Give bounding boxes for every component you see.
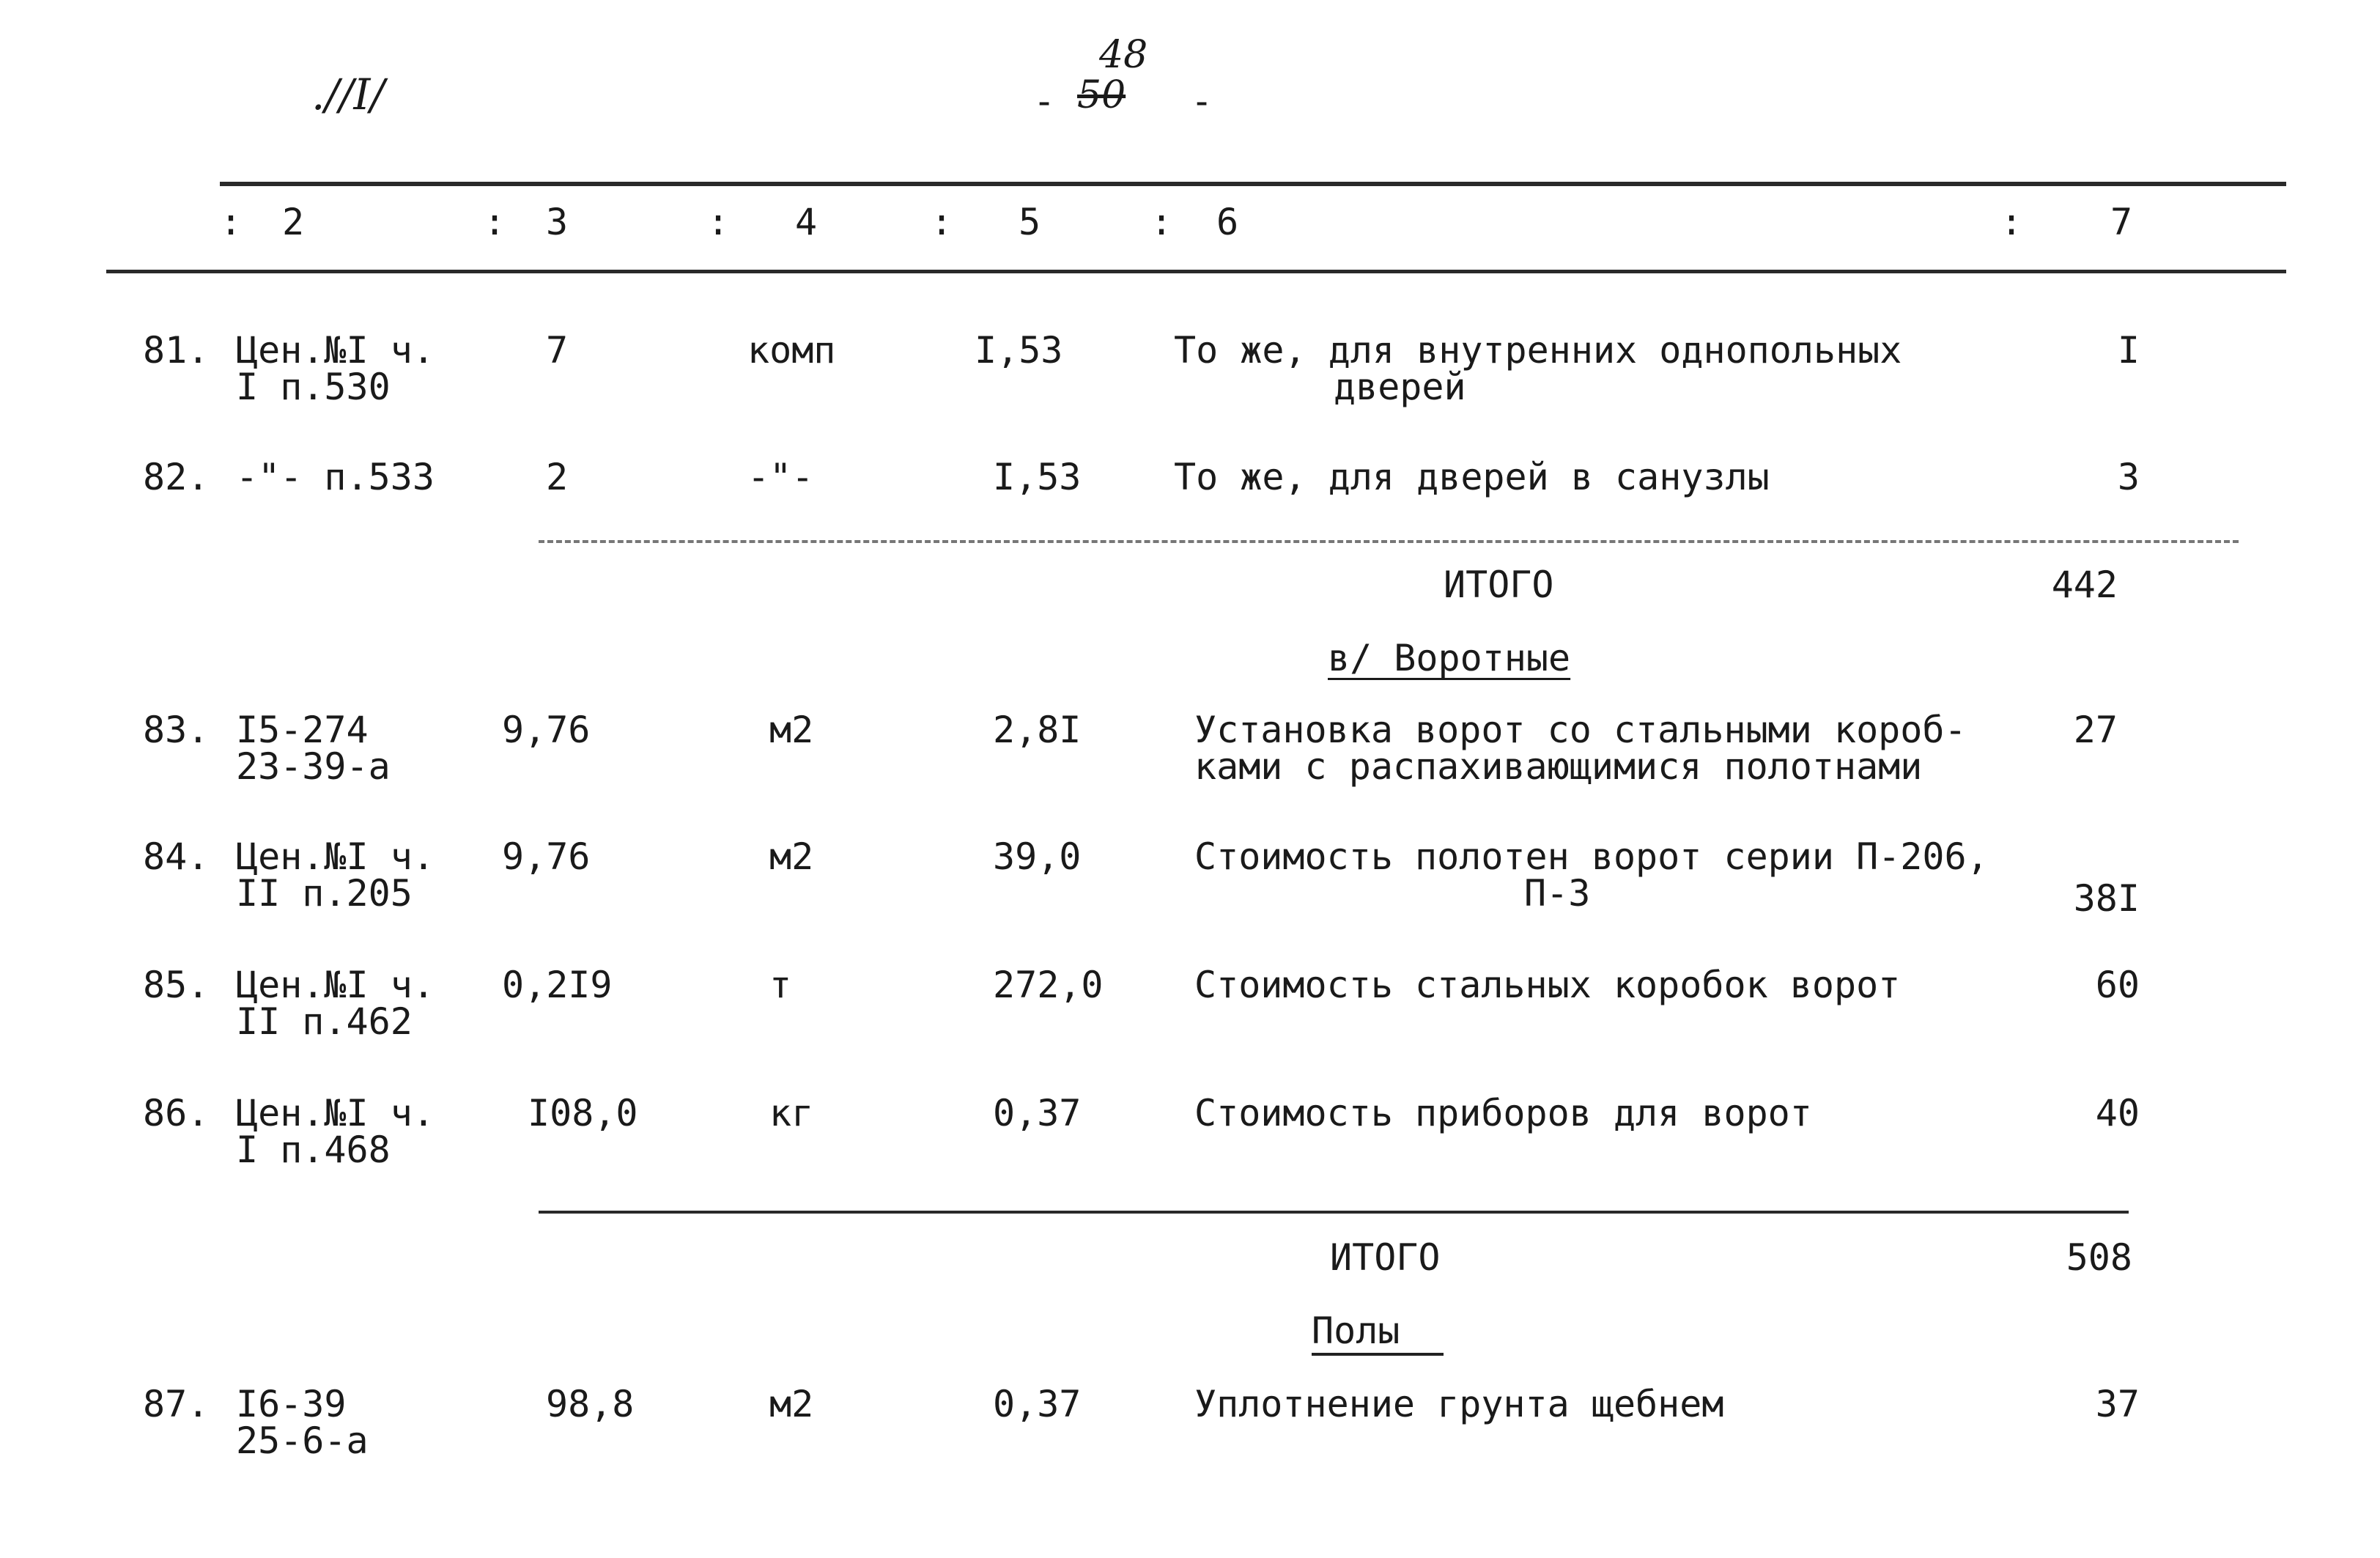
row-quantity: 7 <box>546 329 569 372</box>
header-col-2: 2 <box>282 201 305 243</box>
row-description: Стоимость полотен ворот серии П-206, <box>1194 835 1989 878</box>
row-unit-price: 39,0 <box>993 835 1082 878</box>
header-rule-top <box>220 182 2286 186</box>
row-unit: м2 <box>769 835 814 878</box>
row-quantity: I08,0 <box>528 1092 638 1134</box>
subtotal-label: ИТОГО <box>1444 564 1554 606</box>
row-reference: Цен.№I ч. <box>236 964 435 1006</box>
header-col-5: 5 <box>1019 201 1041 243</box>
subtotal-value: 442 <box>2051 564 2118 606</box>
row-unit: м2 <box>769 1383 814 1425</box>
row-description: Стоимость приборов для ворот <box>1194 1092 1812 1134</box>
row-quantity: 9,76 <box>502 709 591 751</box>
subtotal-value: 508 <box>2066 1236 2132 1279</box>
row-number: 84. <box>143 835 210 878</box>
row-description-line2: дверей <box>1334 366 1466 408</box>
subtotal-label: ИТОГО <box>1330 1236 1441 1279</box>
row-description-line2: П-3 <box>1524 872 1591 915</box>
row-number: 85. <box>143 964 210 1006</box>
header-colon: : <box>707 201 730 243</box>
row-reference-line2: I п.530 <box>236 366 391 408</box>
row-quantity: 2 <box>546 456 569 498</box>
row-unit-price: I,53 <box>993 456 1082 498</box>
row-reference-line2: II п.462 <box>236 1000 413 1043</box>
header-colon: : <box>1150 201 1173 243</box>
row-description: Установка ворот со стальными короб- <box>1194 709 1967 751</box>
row-total: 27 <box>2073 709 2118 751</box>
row-unit-price: 272,0 <box>993 964 1104 1006</box>
row-quantity: 98,8 <box>546 1383 635 1425</box>
header-rule-bottom <box>106 270 2286 273</box>
row-reference: -"- п.533 <box>236 456 435 498</box>
header-colon: : <box>220 201 243 243</box>
row-total: 38I <box>2073 877 2140 920</box>
row-reference-line2: 23-39-а <box>236 745 391 788</box>
row-number: 86. <box>143 1092 210 1134</box>
row-description: То же, для дверей в санузлы <box>1174 456 1770 498</box>
row-total: 3 <box>2117 456 2140 498</box>
row-unit-price: 0,37 <box>993 1092 1082 1134</box>
page-number-dash-right: - <box>1191 80 1213 122</box>
row-reference: Цен.№I ч. <box>236 1092 435 1134</box>
row-description-line2: ками с распахивающимися полотнами <box>1194 745 1923 788</box>
row-unit: кг <box>769 1092 814 1134</box>
row-unit: т <box>769 964 792 1006</box>
page-number-handwritten: 48 <box>1099 33 1148 77</box>
header-colon: : <box>2000 201 2023 243</box>
row-description: Уплотнение грунта щебнем <box>1194 1383 1724 1425</box>
row-unit-price: I,53 <box>975 329 1063 372</box>
subtotal-divider <box>539 1211 2129 1214</box>
row-reference-line2: I п.468 <box>236 1129 391 1171</box>
subtotal-divider-dashed <box>539 540 2239 543</box>
archive-mark: .//I/ <box>311 70 385 119</box>
section-heading-floors <box>1312 1312 1444 1356</box>
row-description: То же, для внутренних однопольных <box>1174 329 1902 372</box>
row-description: Стоимость стальных коробок ворот <box>1194 964 1901 1006</box>
row-unit: м2 <box>769 709 814 751</box>
row-reference: Цен.№I ч. <box>236 835 435 878</box>
row-unit: комп <box>747 329 836 372</box>
row-reference-line2: 25-6-а <box>236 1419 369 1462</box>
row-quantity: 0,2I9 <box>502 964 613 1006</box>
header-colon: : <box>484 201 506 243</box>
page-number-crossed: 50 <box>1077 73 1126 117</box>
header-col-4: 4 <box>795 201 818 243</box>
header-col-3: 3 <box>546 201 569 243</box>
header-colon: : <box>931 201 953 243</box>
row-unit: -"- <box>747 456 814 498</box>
row-total: 40 <box>2095 1092 2140 1134</box>
row-reference-line2: II п.205 <box>236 872 413 915</box>
header-col-7: 7 <box>2110 201 2133 243</box>
row-reference: I5-274 <box>236 709 369 751</box>
row-number: 82. <box>143 456 210 498</box>
row-quantity: 9,76 <box>502 835 591 878</box>
section-heading-floors-text: Полы <box>1312 1310 1400 1352</box>
row-unit-price: 2,8I <box>993 709 1082 751</box>
row-reference: Цен.№I ч. <box>236 329 435 372</box>
row-unit-price: 0,37 <box>993 1383 1082 1425</box>
row-number: 83. <box>143 709 210 751</box>
header-col-6: 6 <box>1216 201 1239 243</box>
section-heading-gates: в/ Воротные <box>1328 637 1571 679</box>
row-total: I <box>2117 329 2140 372</box>
row-total: 37 <box>2095 1383 2140 1425</box>
row-reference: I6-39 <box>236 1383 347 1425</box>
row-number: 87. <box>143 1383 210 1425</box>
page-number-dash-left: - <box>1033 80 1056 122</box>
row-total: 60 <box>2095 964 2140 1006</box>
row-number: 81. <box>143 329 210 372</box>
